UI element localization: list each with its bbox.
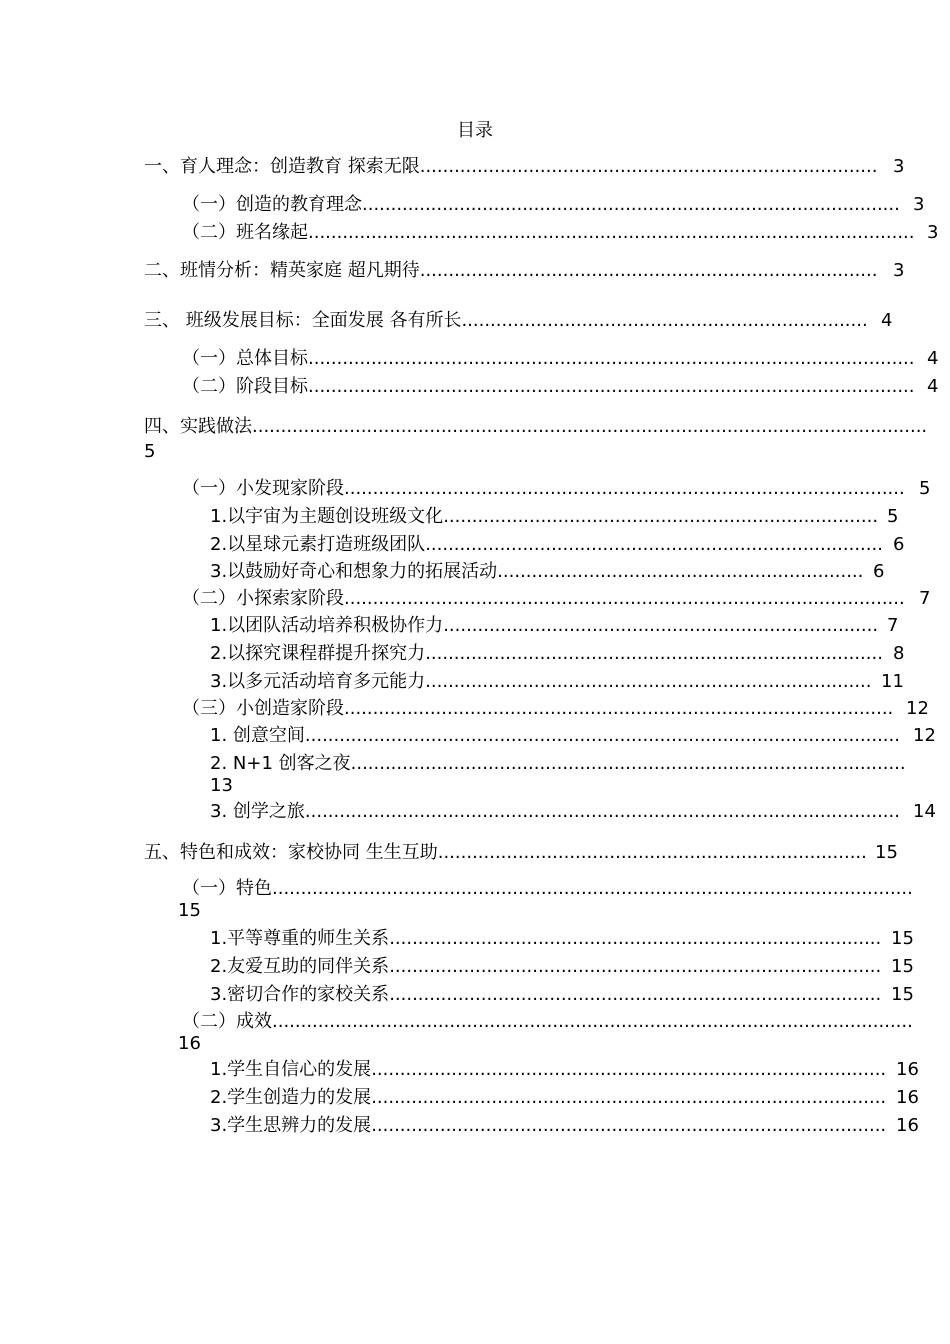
toc-leader-dots: .......................................................................................... xyxy=(371,1059,887,1080)
toc-page-number: 16 xyxy=(896,1115,919,1136)
toc-entry[interactable] xyxy=(210,671,871,693)
toc-page-number: 7 xyxy=(919,588,931,609)
toc-leader-dots: ............................................................................ xyxy=(443,615,879,636)
toc-leader-dots: ........................................................................................................ xyxy=(304,801,900,822)
toc-entry-title: 3.学生思辨力的发展 xyxy=(210,1115,372,1136)
toc-page-number: 16 xyxy=(178,1033,201,1054)
toc-entry[interactable] xyxy=(182,1011,913,1033)
toc-page-number: 11 xyxy=(881,671,904,692)
toc-page-number: 15 xyxy=(891,956,914,977)
toc-page-number: 12 xyxy=(913,725,936,746)
toc-leader-dots: .......................................................................................... xyxy=(371,1115,887,1136)
toc-page-number: 3 xyxy=(893,260,905,281)
toc-entry[interactable] xyxy=(210,956,881,978)
toc-leader-dots: ........................................................................................................ xyxy=(304,725,900,746)
toc-page-number: 15 xyxy=(891,984,914,1005)
toc-entry-title: 三、 班级发展目标：全面发展 各有所长 xyxy=(144,310,462,331)
toc-entry[interactable] xyxy=(144,156,877,178)
toc-entry[interactable] xyxy=(182,348,915,370)
toc-leader-dots: .................................................................................................. xyxy=(344,478,905,499)
toc-entry-title: （一）总体目标 xyxy=(182,348,308,369)
toc-leader-dots: ...................................................................................................................... xyxy=(252,416,928,437)
toc-entry-title: 一、育人理念：创造教育 探索无限 xyxy=(144,156,420,177)
toc-entry-title: 2. N+1 创客之夜 xyxy=(210,753,351,774)
toc-leader-dots: .......................................................................................................... xyxy=(308,348,915,369)
toc-entry-title: （二）阶段目标 xyxy=(182,376,308,397)
toc-leader-dots: ........................................................................... xyxy=(437,842,867,863)
toc-entry[interactable] xyxy=(210,561,863,583)
toc-entry-title: 3.以鼓励好奇心和想象力的拓展活动 xyxy=(210,561,498,582)
toc-entry-title: （二）班名缘起 xyxy=(182,222,308,243)
toc-page-number: 16 xyxy=(896,1059,919,1080)
toc-entry-title: 1. 创意空间 xyxy=(210,725,305,746)
toc-entry[interactable] xyxy=(210,506,878,528)
toc-entry-title: 五、特色和成效：家校协同 生生互助 xyxy=(144,842,438,863)
toc-entry[interactable] xyxy=(144,260,877,282)
toc-leader-dots: ................................................................................ xyxy=(419,156,878,177)
toc-entry[interactable] xyxy=(210,1059,886,1081)
toc-page-number: 4 xyxy=(881,310,893,331)
toc-entry-title: 2.以星球元素打造班级团队 xyxy=(210,534,426,555)
toc-entry[interactable] xyxy=(210,984,881,1006)
toc-page-number: 5 xyxy=(144,441,156,462)
toc-page-number: 3 xyxy=(913,194,925,215)
toc-leader-dots: ................................................................................ xyxy=(419,260,878,281)
toc-entry[interactable] xyxy=(182,478,905,500)
toc-entry-title: 1.平等尊重的师生关系 xyxy=(210,928,390,949)
toc-page-number: 4 xyxy=(927,348,939,369)
toc-entry[interactable] xyxy=(182,698,893,720)
toc-entry-title: （三）小创造家阶段 xyxy=(182,698,344,719)
toc-entry[interactable] xyxy=(210,1115,886,1137)
toc-leader-dots: ....................................................................... xyxy=(461,310,868,331)
toc-entry[interactable] xyxy=(210,928,881,950)
toc-page-number: 12 xyxy=(906,698,929,719)
toc-entry[interactable] xyxy=(210,1087,886,1109)
toc-leader-dots: ................................................................................................. xyxy=(350,753,906,774)
toc-leader-dots: ................................................................................................................ xyxy=(272,878,913,899)
toc-entry[interactable] xyxy=(182,222,915,244)
toc-page-number: 3 xyxy=(893,156,905,177)
toc-leader-dots: .................................................................................................. xyxy=(344,588,905,609)
toc-page-number: 4 xyxy=(927,376,939,397)
toc-entry-title: 四、实践做法 xyxy=(144,416,252,437)
toc-entry[interactable] xyxy=(144,842,867,864)
toc-page-number: 8 xyxy=(893,643,905,664)
toc-entry[interactable] xyxy=(210,643,883,665)
toc-page-number: 14 xyxy=(913,801,936,822)
toc-page-number: 5 xyxy=(887,506,899,527)
toc-leader-dots: .......................................................................................................... xyxy=(308,376,915,397)
toc-leader-dots: .......................................................................................... xyxy=(371,1087,887,1108)
toc-page-number: 16 xyxy=(896,1087,919,1108)
toc-leader-dots: .......................................................................................................... xyxy=(308,222,915,243)
toc-entry-title: （一）小发现家阶段 xyxy=(182,478,344,499)
toc-entry[interactable] xyxy=(182,194,900,216)
toc-leader-dots: ................................................................................ xyxy=(425,534,883,555)
toc-leader-dots: ............................................................................ xyxy=(443,506,879,527)
toc-entry[interactable] xyxy=(210,801,900,823)
toc-entry[interactable] xyxy=(182,588,905,610)
toc-leader-dots: .............................................................................. xyxy=(425,671,872,692)
toc-entry[interactable] xyxy=(182,376,915,398)
toc-entry[interactable] xyxy=(210,753,906,775)
toc-leader-dots: ...................................................................................... xyxy=(389,984,882,1005)
toc-page-number: 15 xyxy=(178,900,201,921)
toc-entry-title: 二、班情分析：精英家庭 超凡期待 xyxy=(144,260,420,281)
toc-entry-title: （二）成效 xyxy=(182,1011,272,1032)
toc-entry-title: 3. 创学之旅 xyxy=(210,801,305,822)
toc-leader-dots: ................................................................ xyxy=(497,561,864,582)
toc-title: 目录 xyxy=(457,120,493,141)
toc-entry[interactable] xyxy=(210,534,883,556)
toc-entry[interactable] xyxy=(144,416,927,438)
toc-leader-dots: .............................................................................................. xyxy=(362,194,900,215)
toc-page-number: 6 xyxy=(873,561,885,582)
toc-page-number: 3 xyxy=(927,222,939,243)
toc-entry-title: 1.以团队活动培养积极协作力 xyxy=(210,615,444,636)
toc-entry-title: 3.以多元活动培育多元能力 xyxy=(210,671,426,692)
toc-entry-title: （二）小探索家阶段 xyxy=(182,588,344,609)
toc-page-number: 6 xyxy=(893,534,905,555)
toc-page-number: 15 xyxy=(891,928,914,949)
toc-entry-title: 3.密切合作的家校关系 xyxy=(210,984,390,1005)
toc-leader-dots: ...................................................................................... xyxy=(389,928,882,949)
toc-entry-title: 2.友爱互助的同伴关系 xyxy=(210,956,390,977)
toc-entry-title: （一）创造的教育理念 xyxy=(182,194,362,215)
toc-entry[interactable] xyxy=(144,310,868,332)
toc-entry-title: 1.学生自信心的发展 xyxy=(210,1059,372,1080)
toc-entry[interactable] xyxy=(182,878,913,900)
toc-page-number: 13 xyxy=(210,775,233,796)
toc-entry[interactable] xyxy=(210,615,878,637)
toc-page-number: 15 xyxy=(875,842,898,863)
toc-page-number: 5 xyxy=(919,478,931,499)
toc-entry-title: （一）特色 xyxy=(182,878,272,899)
toc-entry-title: 2.以探究课程群提升探究力 xyxy=(210,643,426,664)
toc-entry-title: 1.以宇宙为主题创设班级文化 xyxy=(210,506,444,527)
toc-entry-title: 2.学生创造力的发展 xyxy=(210,1087,372,1108)
toc-leader-dots: ................................................................................................................ xyxy=(272,1011,913,1032)
toc-leader-dots: ................................................................................................ xyxy=(344,698,894,719)
toc-leader-dots: ...................................................................................... xyxy=(389,956,882,977)
toc-page-number: 7 xyxy=(887,615,899,636)
toc-leader-dots: ................................................................................ xyxy=(425,643,883,664)
toc-entry[interactable] xyxy=(210,725,900,747)
